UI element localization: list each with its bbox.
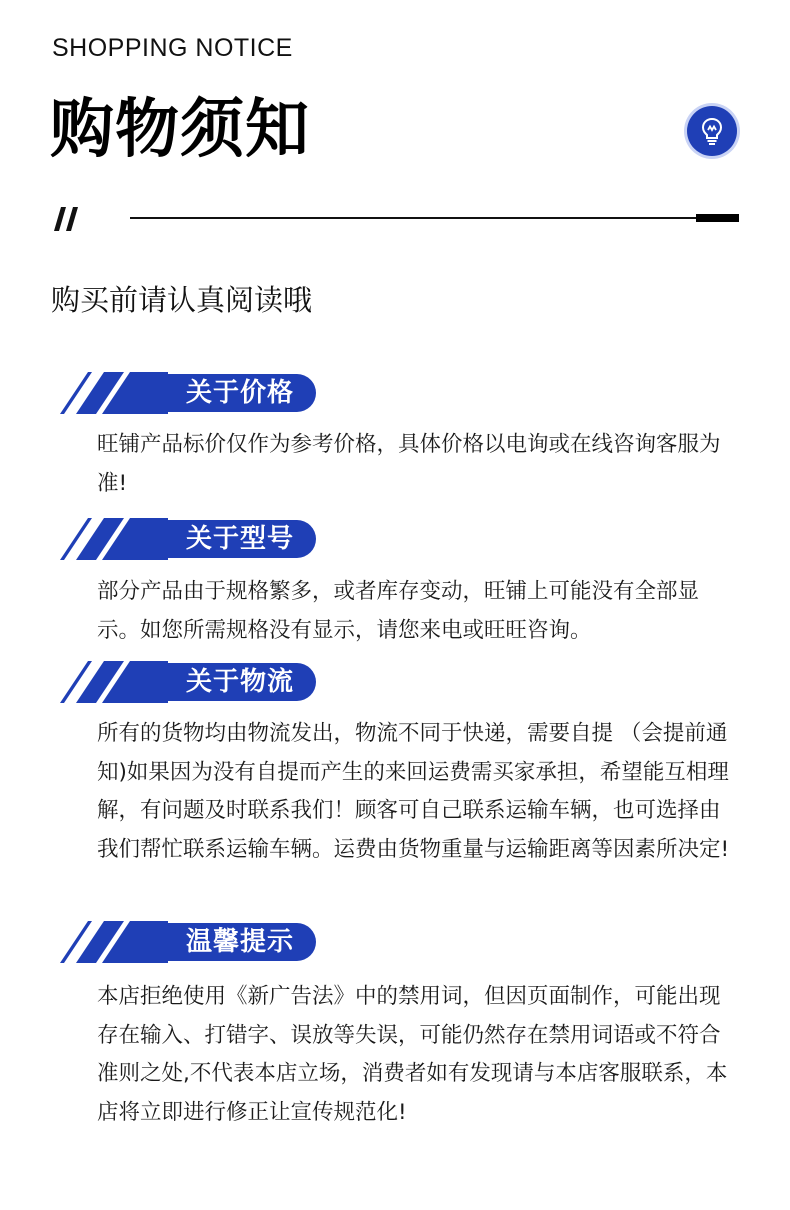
section-body: 本店拒绝使用《新广告法》中的禁用词，但因页面制作，可能出现存在输入、打错字、误放等失误，可能仍然存在禁用词语或不符合准则之处,不代表本店立场，消费者如有发现请与本店客服联系，本店将立即进行修正让宣传规范化!	[97, 984, 728, 1125]
lightbulb-icon	[687, 106, 737, 156]
section-header	[58, 661, 295, 703]
section-body: 所有的货物均由物流发出，物流不同于快递，需要自提 （会提前通知)如果因为没有自提而产生的来回运费需买家承担，希望能互相理解，有问题及时联系我们！顾客可自己联系运输车辆，也可选择由我们帮忙联系运输车辆。运费由货物重量与运输距离等因素所决定!	[97, 721, 730, 862]
en-title: SHOPPING NOTICE	[52, 34, 293, 62]
section-title: 温馨提示	[158, 923, 316, 961]
section-body: 旺铺产品标价仅作为参考价格，具体价格以电询或在线咨询客服为准!	[97, 432, 721, 496]
section-body: 部分产品由于规格繁多，或者库存变动，旺铺上可能没有全部显示。如您所需规格没有显示，请您来电或旺旺咨询。	[97, 579, 700, 643]
section-title: 关于价格	[158, 374, 316, 412]
section-header	[58, 372, 295, 414]
subtitle: 购买前请认真阅读哦	[51, 283, 313, 317]
slash-mark	[53, 207, 83, 231]
section-header	[58, 921, 295, 963]
section-slash-icon	[58, 921, 168, 963]
divider-cap	[696, 214, 739, 222]
section-slash-icon	[58, 518, 168, 560]
page-title: 购物须知	[50, 93, 310, 167]
section-title: 关于物流	[158, 663, 316, 701]
section-header	[58, 518, 295, 560]
section-title: 关于型号	[158, 520, 316, 558]
divider-line	[130, 217, 696, 219]
section-slash-icon	[58, 372, 168, 414]
section-slash-icon	[58, 661, 168, 703]
